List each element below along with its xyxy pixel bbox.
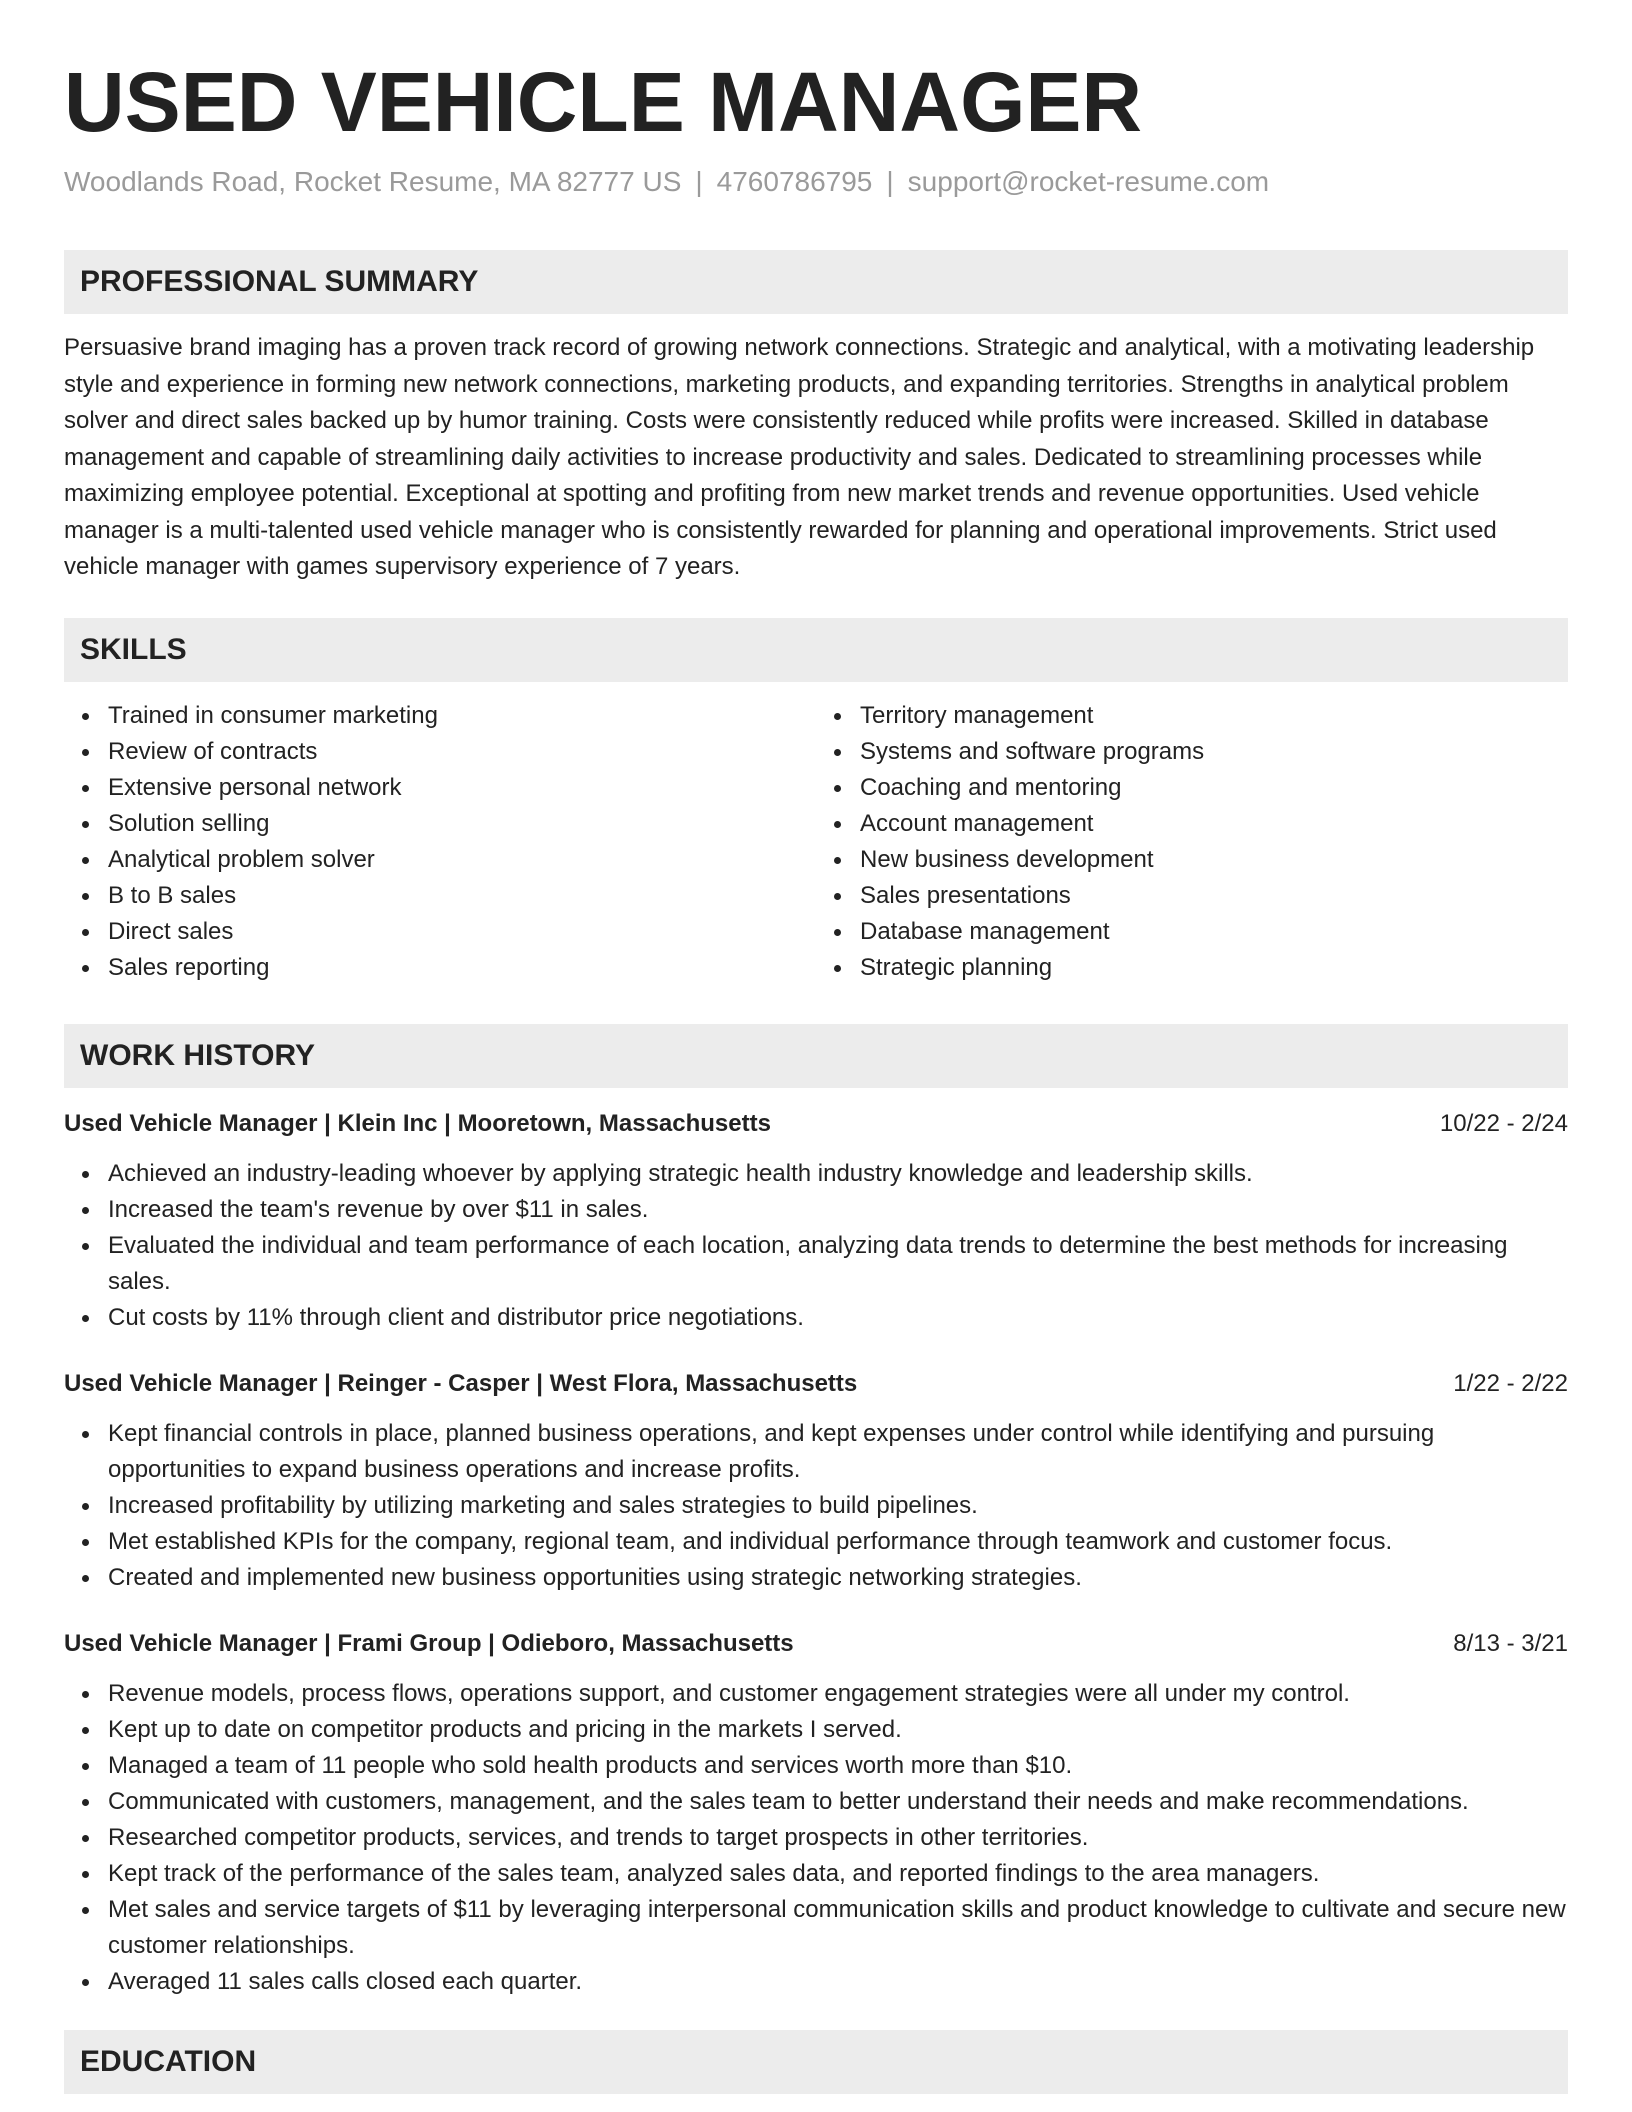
contact-address: Woodlands Road, Rocket Resume, MA 82777 US <box>64 166 682 197</box>
skills-column-left <box>64 698 816 986</box>
skill-item: Database management <box>860 914 1568 950</box>
candidate-name: USED VEHICLE MANAGER <box>64 55 1143 149</box>
skill-item: Review of contracts <box>108 734 816 770</box>
job-bullet: Kept financial controls in place, planned business operations, and kept expenses under control while identifying and pursuing opportunities to expand business operations and increase profits. <box>108 1416 1568 1488</box>
contact-separator: | <box>886 166 894 197</box>
contact-line <box>64 164 1568 200</box>
skills-grid <box>64 698 1568 986</box>
skill-item: Systems and software programs <box>860 734 1568 770</box>
job-bullet: Averaged 11 sales calls closed each quarter. <box>108 1964 1568 2000</box>
job-bullet: Increased the team's revenue by over $11 in sales. <box>108 1192 1568 1228</box>
job-bullet: Communicated with customers, management, and the sales team to better understand their needs and make recommendations. <box>108 1784 1568 1820</box>
job-bullet: Managed a team of 11 people who sold health products and services worth more than $10. <box>108 1748 1568 1784</box>
job-title-row <box>64 1366 1568 1402</box>
job-title: Used Vehicle Manager | Frami Group | Odieboro, Massachusetts <box>64 1629 794 1657</box>
skill-item: Sales presentations <box>860 878 1568 914</box>
skill-item: Trained in consumer marketing <box>108 698 816 734</box>
skill-item: Strategic planning <box>860 950 1568 986</box>
contact-phone: 4760786795 <box>716 166 873 197</box>
skills-column-right <box>816 698 1568 986</box>
skill-item: B to B sales <box>108 878 816 914</box>
job-dates: 1/22 - 2/22 <box>1453 1369 1568 1397</box>
job-bullets <box>64 1416 1568 1596</box>
job-bullet: Researched competitor products, services, and trends to target prospects in other territories. <box>108 1820 1568 1856</box>
job-bullet: Kept up to date on competitor products and pricing in the markets I served. <box>108 1712 1568 1748</box>
job-bullets <box>64 1156 1568 1336</box>
section-header-skills: SKILLS <box>64 618 1568 682</box>
resume-page <box>64 0 1568 2094</box>
job-entry <box>64 1366 1568 1596</box>
skill-item: Extensive personal network <box>108 770 816 806</box>
job-bullet: Kept track of the performance of the sales team, analyzed sales data, and reported findings to the area managers. <box>108 1856 1568 1892</box>
job-bullet: Revenue models, process flows, operations support, and customer engagement strategies were all under my control. <box>108 1676 1568 1712</box>
job-title: Used Vehicle Manager | Klein Inc | Mooretown, Massachusetts <box>64 1109 771 1137</box>
job-entry <box>64 1106 1568 1336</box>
job-title: Used Vehicle Manager | Reinger - Casper | West Flora, Massachusetts <box>64 1369 858 1397</box>
skill-item: New business development <box>860 842 1568 878</box>
job-bullet: Met sales and service targets of $11 by leveraging interpersonal communication skills and product knowledge to cultivate and secure new customer relationships. <box>108 1892 1568 1964</box>
skill-item: Account management <box>860 806 1568 842</box>
skill-item: Analytical problem solver <box>108 842 816 878</box>
job-entry <box>64 1626 1568 2000</box>
contact-email: support@rocket-resume.com <box>907 166 1270 197</box>
job-title-row <box>64 1626 1568 1662</box>
section-header-professional-summary: PROFESSIONAL SUMMARY <box>64 250 1568 314</box>
job-bullet: Evaluated the individual and team performance of each location, analyzing data trends to determine the best methods for increasing sales. <box>108 1228 1568 1300</box>
job-dates: 10/22 - 2/24 <box>1439 1109 1568 1137</box>
skill-item: Sales reporting <box>108 950 816 986</box>
job-dates: 8/13 - 3/21 <box>1453 1629 1568 1657</box>
skill-item: Direct sales <box>108 914 816 950</box>
summary-text: Persuasive brand imaging has a proven track record of growing network connections. Strategic and analytical, with a motivating leadership style and experience in forming new network connections, marketing products, and expanding territories. Strengths in analytical problem solver and direct sales backed up by humor training. Costs were consistently reduced while profits were increased. Skilled in database management and capable of streamlining daily activities to increase productivity and sales. Dedicated to streamlining processes while maximizing employee potential. Exceptional at spotting and profiting from new market trends and revenue opportunities. Used vehicle manager is a multi-talented used vehicle manager who is consistently rewarded for planning and operational improvements. Strict used vehicle manager with games supervisory experience of 7 years. <box>64 334 1535 580</box>
contact-separator: | <box>695 166 703 197</box>
skill-item: Coaching and mentoring <box>860 770 1568 806</box>
job-bullet: Met established KPIs for the company, regional team, and individual performance through teamwork and customer focus. <box>108 1524 1568 1560</box>
section-header-work-history: WORK HISTORY <box>64 1024 1568 1088</box>
job-bullet: Increased profitability by utilizing marketing and sales strategies to build pipelines. <box>108 1488 1568 1524</box>
job-bullet: Achieved an industry-leading whoever by applying strategic health industry knowledge and leadership skills. <box>108 1156 1568 1192</box>
job-bullets <box>64 1676 1568 2000</box>
job-bullet: Created and implemented new business opportunities using strategic networking strategies. <box>108 1560 1568 1596</box>
job-title-row <box>64 1106 1568 1142</box>
job-bullet: Cut costs by 11% through client and distributor price negotiations. <box>108 1300 1568 1336</box>
skill-item: Territory management <box>860 698 1568 734</box>
section-header-education: EDUCATION <box>64 2030 1568 2094</box>
skill-item: Solution selling <box>108 806 816 842</box>
